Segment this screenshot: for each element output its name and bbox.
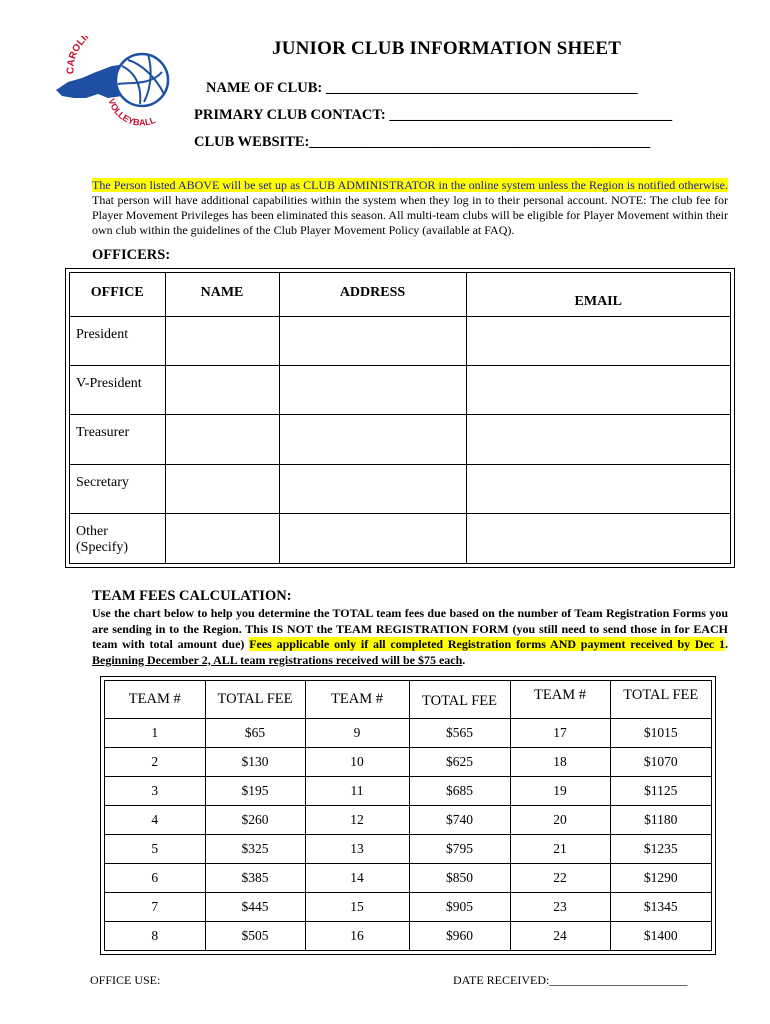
club-website-field[interactable]: CLUB WEBSITE:_______________________________________________: [194, 134, 651, 150]
total-fee: $65: [205, 718, 305, 747]
table-row: [70, 513, 730, 563]
team-count: 7: [105, 893, 205, 922]
email-cell[interactable]: [466, 366, 730, 415]
officers-header-row: [70, 273, 730, 317]
total-fee: $1400: [610, 922, 711, 950]
team-count: 24: [510, 922, 610, 950]
team-count: 21: [510, 834, 610, 863]
team-count: 15: [305, 893, 409, 922]
address-cell[interactable]: [279, 464, 466, 513]
total-fee: $1235: [610, 834, 711, 863]
total-fee: $130: [205, 747, 305, 776]
fees-instructions: [92, 606, 728, 668]
column-header-team: TEAM #: [510, 681, 610, 718]
name-cell[interactable]: [165, 415, 279, 464]
fees-instructions-part3: .: [462, 652, 466, 667]
column-header-total-fee: TOTAL FEE: [205, 681, 305, 718]
team-count: 9: [305, 718, 409, 747]
team-count: 13: [305, 834, 409, 863]
column-header-address: ADDRESS: [279, 273, 466, 317]
name-of-club-field[interactable]: NAME OF CLUB: ___________________________________________: [206, 80, 638, 96]
officers-table-frame: [65, 268, 735, 568]
name-cell[interactable]: [165, 513, 279, 563]
column-header-office: OFFICE: [70, 273, 165, 317]
fees-instructions-part2: .: [725, 637, 728, 651]
column-header-team: TEAM #: [305, 681, 409, 718]
office-label: Treasurer: [70, 415, 165, 464]
team-count: 18: [510, 747, 610, 776]
administrator-notice-text: That person will have additional capabilities within the system when they log in to their personal account. NOTE: The club fee for Player Movement Privileges has been eliminated this season. All multi-team clubs will be eligible for Player Movement within their own club within the guidelines of the Club Player Movement Policy (available at FAQ).: [92, 193, 728, 237]
column-header-total-fee: TOTAL FEE: [409, 681, 510, 718]
total-fee: $260: [205, 805, 305, 834]
carolina-region-logo: [52, 36, 184, 132]
specify-label: (Specify): [76, 539, 129, 555]
administrator-notice-highlight: The Person listed ABOVE will be set up as CLUB ADMINISTRATOR in the online system unless the Region is notified otherwise.: [92, 178, 728, 192]
total-fee: $625: [409, 747, 510, 776]
table-row: [105, 718, 711, 747]
total-fee: $1180: [610, 805, 711, 834]
page-title: JUNIOR CLUB INFORMATION SHEET: [272, 38, 622, 59]
late-fee-notice: Beginning December 2, ALL team registrations received will be $75 each: [92, 652, 463, 667]
table-row: [70, 464, 730, 513]
team-count: 3: [105, 776, 205, 805]
total-fee: $850: [409, 863, 510, 892]
total-fee: $385: [205, 863, 305, 892]
name-cell[interactable]: [165, 366, 279, 415]
total-fee: $1345: [610, 893, 711, 922]
team-count: 5: [105, 834, 205, 863]
name-cell[interactable]: [165, 317, 279, 366]
address-cell[interactable]: [279, 366, 466, 415]
total-fee: $1015: [610, 718, 711, 747]
fees-table: [105, 681, 711, 950]
total-fee: $795: [409, 834, 510, 863]
total-fee: $1290: [610, 863, 711, 892]
fees-table-frame: [100, 676, 716, 955]
total-fee: $445: [205, 893, 305, 922]
total-fee: $905: [409, 893, 510, 922]
email-cell[interactable]: [466, 317, 730, 366]
team-count: 22: [510, 863, 610, 892]
team-count: 14: [305, 863, 409, 892]
email-cell[interactable]: [466, 464, 730, 513]
table-row: [105, 922, 711, 950]
team-count: 4: [105, 805, 205, 834]
table-row: [105, 863, 711, 892]
team-count: 11: [305, 776, 409, 805]
logo-text-top: CAROLI: [65, 36, 90, 75]
total-fee: $960: [409, 922, 510, 950]
fees-instructions-part1: Use the chart below to help you determine the TOTAL team fees due based on the number of Team Registration Forms you are sending in to the Region. This IS NOT the TEAM REGISTRATION FORM (you still need to send those in for EACH team with total amount due): [92, 606, 728, 651]
total-fee: $565: [409, 718, 510, 747]
address-cell[interactable]: [279, 513, 466, 563]
column-header-name: NAME: [165, 273, 279, 317]
office-label-other: [70, 513, 165, 563]
team-count: 12: [305, 805, 409, 834]
table-row: [105, 893, 711, 922]
logo-text-bottom: VOLLEYBALL: [106, 97, 157, 128]
other-label: Other: [76, 523, 108, 539]
team-count: 6: [105, 863, 205, 892]
team-count: 2: [105, 747, 205, 776]
team-count: 1: [105, 718, 205, 747]
office-use-label: OFFICE USE:: [90, 973, 161, 987]
volleyball-icon: [116, 54, 168, 106]
table-row: [70, 366, 730, 415]
fees-deadline-highlight: Fees applicable only if all completed Registration forms AND payment received by Dec 1: [249, 637, 725, 651]
total-fee: $325: [205, 834, 305, 863]
table-row: [105, 747, 711, 776]
office-label: Secretary: [70, 464, 165, 513]
office-label: President: [70, 317, 165, 366]
table-row: [70, 317, 730, 366]
fees-header-row: [105, 681, 711, 718]
date-received-field[interactable]: DATE RECEIVED:_______________________: [453, 973, 688, 987]
total-fee: $505: [205, 922, 305, 950]
team-count: 10: [305, 747, 409, 776]
team-count: 16: [305, 922, 409, 950]
office-label: V-President: [70, 366, 165, 415]
column-header-email: EMAIL: [466, 273, 730, 317]
table-row: [105, 776, 711, 805]
team-count: 19: [510, 776, 610, 805]
name-cell[interactable]: [165, 464, 279, 513]
fees-heading: TEAM FEES CALCULATION:: [92, 588, 292, 604]
team-count: 17: [510, 718, 610, 747]
team-count: 8: [105, 922, 205, 950]
total-fee: $685: [409, 776, 510, 805]
total-fee: $1125: [610, 776, 711, 805]
table-row: [70, 415, 730, 464]
address-cell[interactable]: [279, 317, 466, 366]
address-cell[interactable]: [279, 415, 466, 464]
table-row: [105, 805, 711, 834]
total-fee: $740: [409, 805, 510, 834]
column-header-total-fee: TOTAL FEE: [610, 681, 711, 718]
primary-club-contact-field[interactable]: PRIMARY CLUB CONTACT: _______________________________________: [194, 107, 673, 123]
officers-table: [70, 273, 730, 563]
email-cell[interactable]: [466, 513, 730, 563]
total-fee: $195: [205, 776, 305, 805]
officers-heading: OFFICERS:: [92, 247, 171, 263]
email-cell[interactable]: [466, 415, 730, 464]
table-row: [105, 834, 711, 863]
administrator-notice: [92, 178, 728, 238]
column-header-team: TEAM #: [105, 681, 205, 718]
team-count: 23: [510, 893, 610, 922]
total-fee: $1070: [610, 747, 711, 776]
team-count: 20: [510, 805, 610, 834]
